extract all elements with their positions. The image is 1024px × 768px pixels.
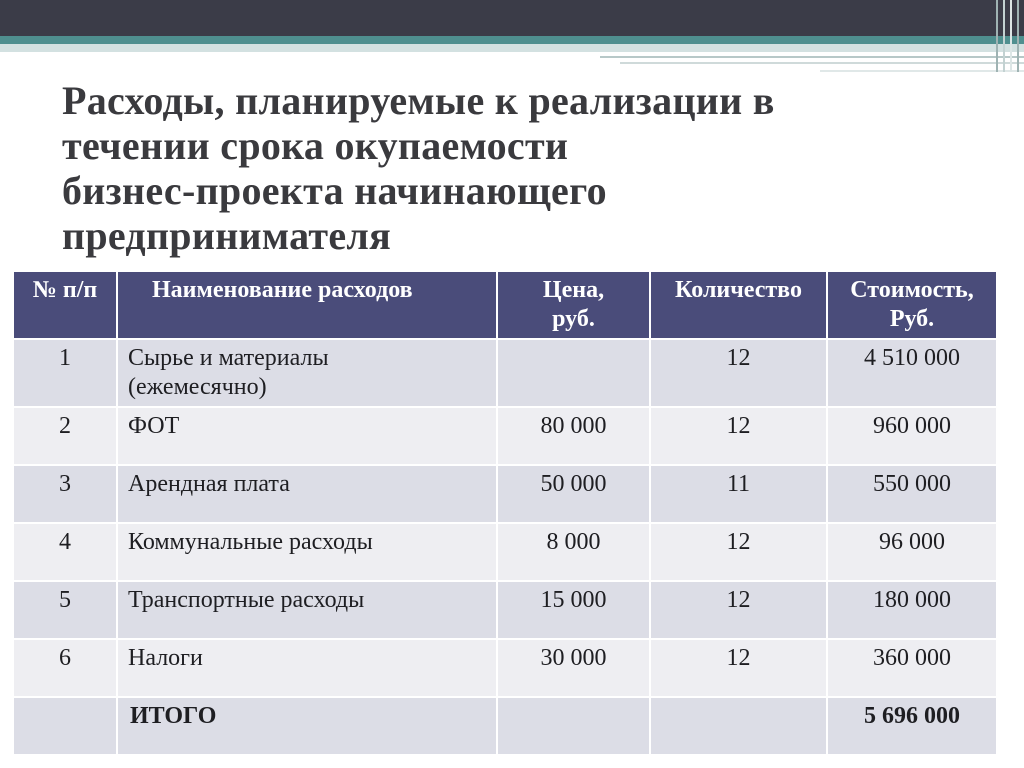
cell-cost: 960 000 xyxy=(827,407,997,465)
decor-line xyxy=(600,56,1024,58)
cell-qty: 12 xyxy=(650,639,827,697)
header-qty: Количество xyxy=(650,271,827,339)
table-row xyxy=(13,339,997,407)
total-label: ИТОГО xyxy=(117,697,497,755)
table-row xyxy=(13,407,997,465)
cell-price xyxy=(497,339,650,407)
cell-price: 50 000 xyxy=(497,465,650,523)
top-banner-accent xyxy=(0,36,1024,44)
header-num: № п/п xyxy=(13,271,117,339)
cell-name: ФОТ xyxy=(117,407,497,465)
cell-name: Транспортные расходы xyxy=(117,581,497,639)
cell-qty: 12 xyxy=(650,523,827,581)
decor-line xyxy=(620,62,1024,64)
top-banner xyxy=(0,0,1024,36)
cell-price xyxy=(497,697,650,755)
cell-cost: 550 000 xyxy=(827,465,997,523)
cell-num: 6 xyxy=(13,639,117,697)
decor-vertical-line xyxy=(1003,0,1005,72)
table-header-row xyxy=(13,271,997,339)
cell-num: 2 xyxy=(13,407,117,465)
cell-cost: 180 000 xyxy=(827,581,997,639)
cell-qty: 12 xyxy=(650,581,827,639)
total-cost: 5 696 000 xyxy=(827,697,997,755)
cell-num: 5 xyxy=(13,581,117,639)
table-row xyxy=(13,465,997,523)
title-line: предпринимателя xyxy=(62,213,392,258)
cell-qty: 12 xyxy=(650,407,827,465)
header-name: Наименование расходов xyxy=(117,271,497,339)
cell-qty: 12 xyxy=(650,339,827,407)
cell-cost: 360 000 xyxy=(827,639,997,697)
header-price-line: руб. xyxy=(552,306,595,332)
decor-vertical-line xyxy=(996,0,998,72)
header-price-line: Цена, xyxy=(542,277,605,303)
cell-name: Коммунальные расходы xyxy=(117,523,497,581)
cell-num: 3 xyxy=(13,465,117,523)
cell-cost: 96 000 xyxy=(827,523,997,581)
table-row xyxy=(13,581,997,639)
decor-vertical-line xyxy=(1010,0,1012,72)
cell-price: 80 000 xyxy=(497,407,650,465)
cell-num: 4 xyxy=(13,523,117,581)
cell-name: Налоги xyxy=(117,639,497,697)
decor-line xyxy=(820,70,1024,72)
slide-title xyxy=(62,78,962,258)
title-line: Расходы, планируемые к реализации в xyxy=(62,78,775,123)
table-row xyxy=(13,639,997,697)
cell-price: 8 000 xyxy=(497,523,650,581)
cell-num xyxy=(13,697,117,755)
cell-name-line: Сырье и материалы xyxy=(128,345,329,371)
title-line: течении срока окупаемости xyxy=(62,123,569,168)
table-total-row xyxy=(13,697,997,755)
header-cost-line: Стоимость, xyxy=(850,277,974,303)
cell-num: 1 xyxy=(13,339,117,407)
header-price xyxy=(497,271,650,339)
top-banner-stripe xyxy=(0,44,1024,52)
cell-price: 15 000 xyxy=(497,581,650,639)
cell-qty xyxy=(650,697,827,755)
cell-name-line: (ежемесячно) xyxy=(128,374,267,400)
header-cost xyxy=(827,271,997,339)
expenses-table xyxy=(12,270,998,756)
decor-vertical-line xyxy=(1017,0,1019,72)
cell-name xyxy=(117,339,497,407)
cell-name: Арендная плата xyxy=(117,465,497,523)
cell-price: 30 000 xyxy=(497,639,650,697)
header-cost-line: Руб. xyxy=(889,306,935,332)
title-line: бизнес-проекта начинающего xyxy=(62,168,607,213)
table-row xyxy=(13,523,997,581)
cell-cost: 4 510 000 xyxy=(827,339,997,407)
cell-qty: 11 xyxy=(650,465,827,523)
